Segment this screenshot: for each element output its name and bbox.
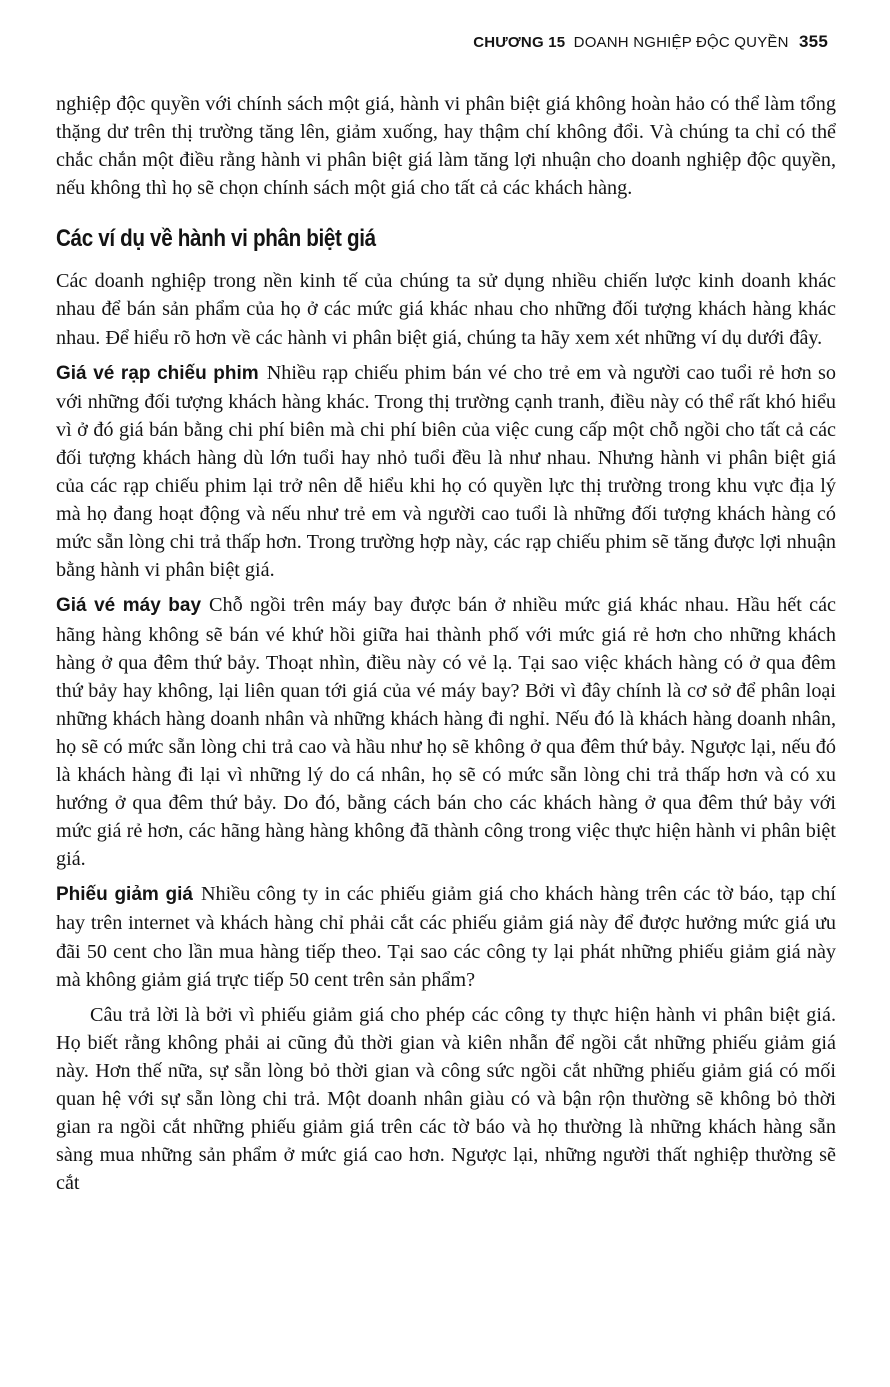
coupon-answer-paragraph: Câu trả lời là bởi vì phiếu giảm giá cho phép các công ty thực hiện hành vi phân biệt giá. Họ biết rằng không phải ai cũng đủ thời gian và kiên nhẫn để ngồi cắt những phiếu giảm giá này. Hơn thế nữa, sự sẵn lòng bỏ thời gian và công sức ngồi cắt những phiếu giảm giá có mối quan hệ với sự sẵn lòng chi trả. Một doanh nhân giàu có và bận rộn thường sẽ không bỏ thời gian ra ngồi cắt những phiếu giảm giá trên các tờ báo và họ thường là những khách hàng sẵn sàng mua những sản phẩm ở mức giá cao hơn. Ngược lại, những người thất nghiệp thường sẽ cắt	[56, 1003, 836, 1195]
movie-ticket-text: Nhiều rạp chiếu phim bán vé cho trẻ em và người cao tuổi rẻ hơn so với những đối tượng khách hàng khác. Trong thị trường cạnh tranh, điều này có thể rất khó hiểu vì ở đó giá bán bằng chi phí biên mà chi phí biên của việc cung cấp một chỗ ngồi cho tất cả các đối tượng khách hàng dù lớn tuổi hay nhỏ tuổi đều là như nhau. Nhưng hành vi phân biệt giá của các rạp chiếu phim lại trở nên dễ hiểu khi họ có quyền lực thị trường trong khu vực địa lý mà họ đang hoạt động và nếu như trẻ em và người cao tuổi là những đối tượng khách hàng có mức sẵn lòng chi trả thấp hơn. Trong trường hợp này, các rạp chiếu phim sẽ tăng được lợi nhuận bằng hành vi phân biệt giá.	[56, 361, 837, 582]
airline-ticket-heading: Giá vé máy bay	[56, 595, 202, 617]
intro-paragraph: nghiệp độc quyền với chính sách một giá, hành vi phân biệt giá không hoàn hảo có thể làm tổng thặng dư trên thị trường tăng lên, giảm xuống, hay thậm chí không đổi. Và chúng ta chỉ có thể chắc chắn một điều rằng hành vi phân biệt giá làm tăng lợi nhuận cho doanh nghiệp độc quyền, nếu không thì họ sẽ chọn chính sách một giá cho tất cả các khách hàng.	[56, 93, 836, 200]
chapter-title: DOANH NGHIỆP ĐỘC QUYỀN	[573, 34, 789, 51]
coupon-heading: Phiếu giảm giá	[56, 884, 193, 906]
section-intro-paragraph: Các doanh nghiệp trong nền kinh tế của chúng ta sử dụng nhiều chiến lược kinh doanh khác nhau để bán sản phẩm của họ ở các mức giá khác nhau cho những đối tượng khách hàng khác nhau. Để hiểu rõ hơn về các hành vi phân biệt giá, chúng ta hãy xem xét những ví dụ dưới đây.	[56, 270, 836, 349]
airline-ticket-paragraph	[56, 591, 836, 873]
movie-ticket-heading: Giá vé rạp chiếu phim	[56, 362, 259, 384]
running-header	[473, 32, 828, 52]
body-text	[56, 90, 836, 1197]
airline-ticket-text: Chỗ ngồi trên máy bay được bán ở nhiều mức giá khác nhau. Hầu hết các hãng hàng không sẽ bán vé khứ hồi giữa hai thành phố với mức giá rẻ hơn cho những khách hàng ở qua đêm thứ bảy. Thoạt nhìn, điều này có vẻ lạ. Tại sao việc khách hàng có ở qua đêm thứ bảy hay không, lại liên quan tới giá của vé máy bay? Bởi vì đây chính là cơ sở để phân loại những khách hàng doanh nhân và những khách hàng đi nghỉ. Nếu đó là khách hàng doanh nhân, họ sẽ có mức sẵn lòng chi trả cao và hầu như họ sẽ không ở qua đêm thứ bảy. Ngược lại, nếu đó là khách hàng đi lại vì những lý do cá nhân, họ sẽ có mức sẵn lòng chi trả thấp hơn và có xu hướng ở qua đêm thứ bảy. Do đó, bằng cách bán cho các khách hàng ở qua đêm thứ bảy với mức giá rẻ hơn, các hãng hàng hàng không đã thành công trong việc thực hiện hành vi phân biệt giá.	[56, 594, 836, 871]
chapter-number: CHƯƠNG 15	[473, 34, 566, 51]
coupon-paragraph	[56, 880, 836, 993]
coupon-text: Nhiều công ty in các phiếu giảm giá cho khách hàng trên các tờ báo, tạp chí hay trên internet và khách hàng chỉ phải cắt các phiếu giảm giá này để được hưởng mức giá ưu đãi 50 cent cho lần mua hàng tiếp theo. Tại sao các công ty lại phát những phiếu giảm giá này mà không giảm giá trực tiếp 50 cent trên sản phẩm?	[56, 883, 836, 991]
movie-ticket-paragraph	[56, 359, 836, 585]
page-number: 355	[799, 32, 828, 51]
section-heading: Các ví dụ về hành vi phân biệt giá	[56, 225, 376, 253]
